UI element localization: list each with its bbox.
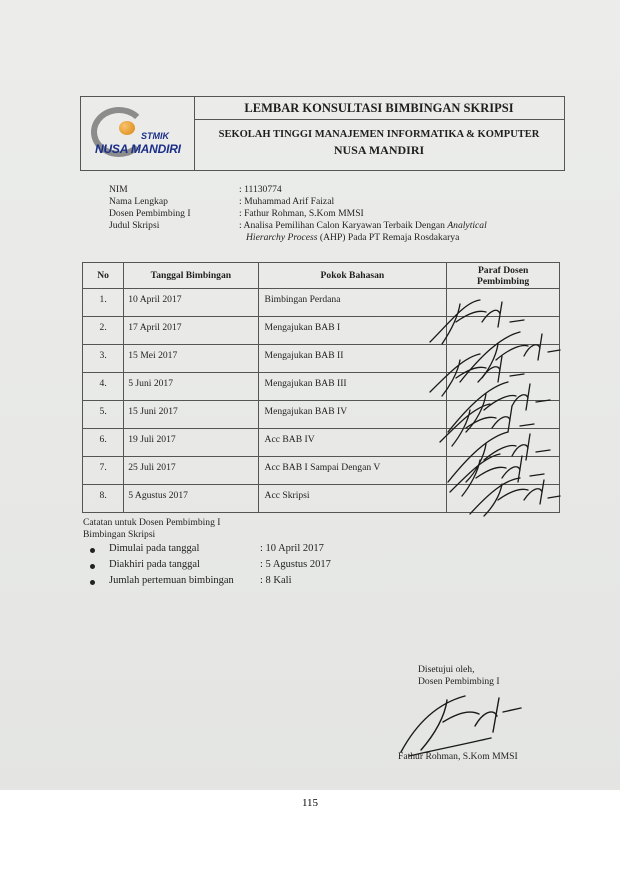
logo-bottom-text: NUSA MANDIRI [95, 142, 181, 156]
document-title: LEMBAR KONSULTASI BIMBINGAN SKRIPSI [194, 97, 564, 120]
table-row [83, 317, 560, 345]
info-label: Nama Lengkap [109, 196, 168, 207]
info-value: : 11130774 [239, 184, 282, 195]
row-topic: Mengajukan BAB I [264, 322, 341, 333]
note-value: : 8 Kali [260, 575, 292, 586]
row-paraf [447, 289, 560, 317]
approval-line-2: Dosen Pembimbing I [418, 676, 500, 687]
row-date: 15 Mei 2017 [128, 350, 178, 361]
info-value-line2 [246, 232, 536, 244]
page-number: 115 [301, 797, 319, 809]
info-value: : Fathur Rohman, S.Kom MMSI [239, 208, 364, 219]
col-header-date: Tanggal Bimbingan [124, 263, 258, 289]
approval-block [418, 664, 500, 688]
col-header-paraf: Paraf Dosen Pembimbing [447, 263, 560, 289]
row-date: 5 Juni 2017 [128, 378, 174, 389]
table-row [83, 457, 560, 485]
bullet-icon [90, 580, 95, 585]
row-no: 2. [99, 322, 107, 333]
info-value: : Muhammad Arif Faizal [239, 196, 335, 207]
info-label: Dosen Pembimbing I [109, 208, 191, 219]
bullet-icon [90, 548, 95, 553]
table-row [83, 373, 560, 401]
row-topic: Acc BAB I Sampai Dengan V [264, 462, 381, 473]
row-paraf [447, 373, 560, 401]
table-row [83, 485, 560, 513]
row-paraf [447, 317, 560, 345]
row-paraf [447, 429, 560, 457]
note-value: : 5 Agustus 2017 [260, 559, 331, 570]
note-label: Dimulai pada tanggal [109, 543, 200, 554]
row-no: 1. [99, 294, 107, 305]
advisor-signature [395, 686, 545, 760]
note-value: : 10 April 2017 [260, 543, 324, 554]
col-header-topic: Pokok Bahasan [258, 263, 447, 289]
approval-line-1: Disetujui oleh, [418, 664, 475, 675]
table-row [83, 289, 560, 317]
table-row [83, 345, 560, 373]
row-topic: Mengajukan BAB IV [264, 406, 348, 417]
thesis-title-italic-2: Hierarchy Process [246, 232, 318, 243]
table-row [83, 429, 560, 457]
row-date: 15 Juni 2017 [128, 406, 178, 417]
col-header-no: No [83, 263, 124, 289]
row-no: 6. [99, 434, 107, 445]
table-row [83, 401, 560, 429]
row-no: 8. [99, 490, 107, 501]
signer-name: Fathur Rohman, S.Kom MMSI [398, 751, 518, 762]
bullet-icon [90, 564, 95, 569]
info-value [239, 220, 529, 232]
row-date: 19 Juli 2017 [128, 434, 176, 445]
row-paraf [447, 485, 560, 513]
thesis-title-part: : Analisa Pemilihan Calon Karyawan Terbaik Dengan [239, 220, 445, 231]
notes-heading [83, 517, 221, 541]
table-header-row [83, 263, 560, 289]
row-date: 25 Juli 2017 [128, 462, 176, 473]
row-topic: Acc BAB IV [264, 434, 315, 445]
row-topic: Mengajukan BAB III [264, 378, 347, 389]
stmik-logo [81, 97, 195, 170]
row-paraf [447, 457, 560, 485]
row-no: 4. [99, 378, 107, 389]
logo-top-text: STMIK [141, 131, 169, 141]
row-topic: Bimbingan Perdana [264, 294, 341, 305]
thesis-title-part-2: (AHP) Pada PT Remaja Rosdakarya [319, 232, 460, 243]
consultation-table [82, 262, 560, 513]
school-line: SEKOLAH TINGGI MANAJEMEN INFORMATIKA & KOMPUTER [218, 129, 540, 140]
notes-line-2: Bimbingan Skripsi [83, 529, 156, 540]
school-name: NUSA MANDIRI [333, 143, 425, 157]
row-no: 3. [99, 350, 107, 361]
row-no: 5. [99, 406, 107, 417]
notes-line-1: Catatan untuk Dosen Pembimbing I [83, 517, 221, 528]
note-label: Jumlah pertemuan bimbingan [109, 575, 234, 586]
row-date: 5 Agustus 2017 [128, 490, 188, 501]
row-topic: Acc Skripsi [264, 490, 310, 501]
row-date: 17 April 2017 [128, 322, 182, 333]
info-label: NIM [109, 184, 128, 195]
row-no: 7. [99, 462, 107, 473]
logo-ball-icon [119, 121, 135, 135]
row-topic: Mengajukan BAB II [264, 350, 344, 361]
row-date: 10 April 2017 [128, 294, 182, 305]
document-header [80, 96, 565, 171]
row-paraf [447, 345, 560, 373]
info-label: Judul Skripsi [109, 220, 160, 231]
note-label: Diakhiri pada tanggal [109, 559, 200, 570]
row-paraf [447, 401, 560, 429]
thesis-title-italic: Analytical [447, 220, 487, 231]
